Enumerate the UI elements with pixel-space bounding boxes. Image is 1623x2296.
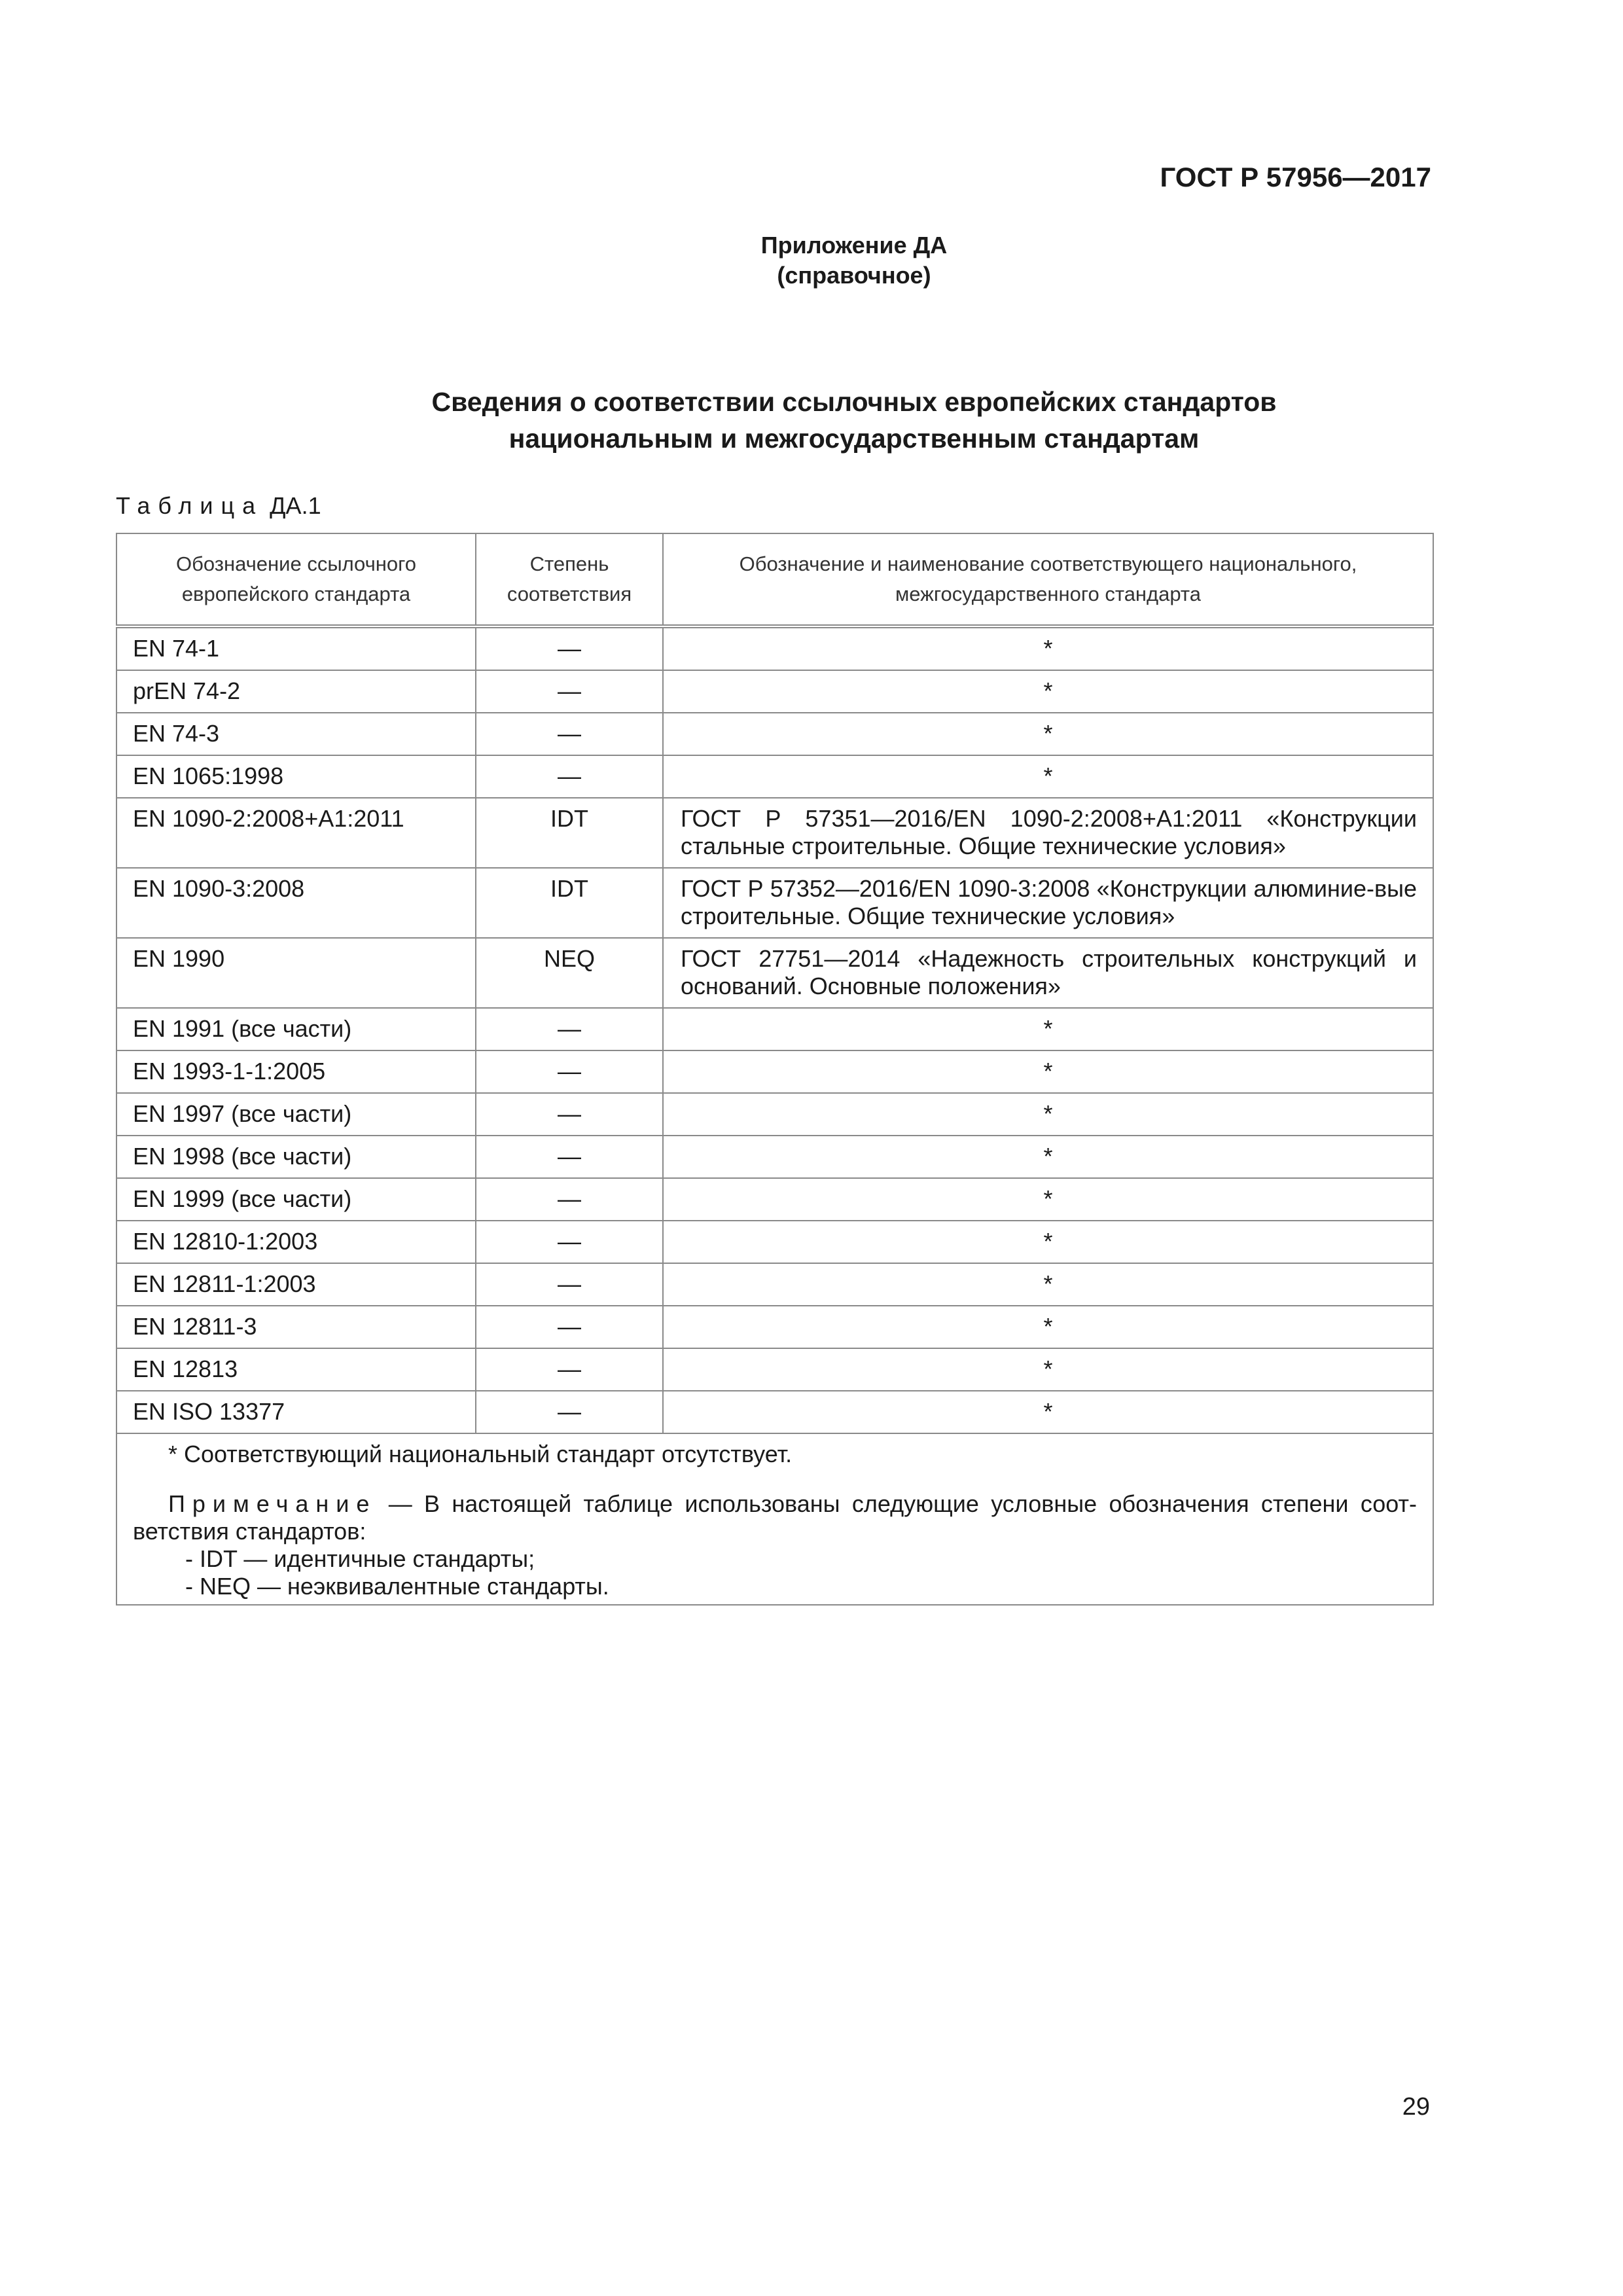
- table-row: [116, 1348, 1433, 1391]
- cell-degree: —: [476, 1008, 663, 1050]
- cell-national: *: [663, 1136, 1433, 1178]
- table-footer-row: [116, 1433, 1433, 1605]
- cell-degree: IDT: [476, 798, 663, 868]
- cell-standard: EN 1993-1-1:2005: [116, 1050, 476, 1093]
- cell-national: ГОСТ 27751—2014 «Надежность строительных конструкций и оснований. Основные положения»: [663, 938, 1433, 1008]
- cell-degree: —: [476, 755, 663, 798]
- cell-standard: EN 12810-1:2003: [116, 1221, 476, 1263]
- table-row: [116, 1093, 1433, 1136]
- correspondence-table: [116, 533, 1434, 1605]
- cell-national: *: [663, 1050, 1433, 1093]
- note-item-neq: - NEQ — неэквивалентные стандарты.: [185, 1573, 609, 1600]
- cell-degree: —: [476, 1306, 663, 1348]
- cell-standard: EN 1999 (все части): [116, 1178, 476, 1221]
- note-text: — В настоящей таблице использованы следующие условные обозначения степени соот-ветствия стандартов:: [133, 1490, 1417, 1545]
- cell-standard: EN 1065:1998: [116, 755, 476, 798]
- cell-degree: —: [476, 626, 663, 670]
- document-code: ГОСТ Р 57956—2017: [1160, 162, 1431, 192]
- section-title: [0, 384, 1623, 457]
- cell-national: *: [663, 1391, 1433, 1433]
- column-header-national: Обозначение и наименование соответствующего национального, межгосударственного стандарта: [663, 533, 1433, 626]
- table-caption-word: Таблица: [116, 492, 264, 519]
- column-header-standard: Обозначение ссылочного европейского стандарта: [116, 533, 476, 626]
- table-row: [116, 1221, 1433, 1263]
- cell-degree: —: [476, 1178, 663, 1221]
- table-row: [116, 1136, 1433, 1178]
- cell-degree: IDT: [476, 868, 663, 938]
- cell-national: *: [663, 626, 1433, 670]
- cell-standard: EN 74-3: [116, 713, 476, 755]
- cell-national: *: [663, 1306, 1433, 1348]
- cell-national: ГОСТ Р 57352—2016/EN 1090-3:2008 «Конструкции алюминие-вые строительные. Общие технические условия»: [663, 868, 1433, 938]
- table-row: [116, 1178, 1433, 1221]
- cell-standard: EN ISO 13377: [116, 1391, 476, 1433]
- cell-degree: NEQ: [476, 938, 663, 1008]
- table-row: [116, 713, 1433, 755]
- cell-national: *: [663, 1263, 1433, 1306]
- cell-standard: EN 1990: [116, 938, 476, 1008]
- column-header-degree: Степень соответствия: [476, 533, 663, 626]
- section-title-line-2: национальным и межгосударственным стандартам: [508, 423, 1200, 454]
- cell-national: *: [663, 670, 1433, 713]
- table-row: [116, 868, 1433, 938]
- cell-national: *: [663, 1008, 1433, 1050]
- cell-standard: EN 1090-2:2008+A1:2011: [116, 798, 476, 868]
- cell-national: *: [663, 713, 1433, 755]
- cell-standard: EN 1991 (все части): [116, 1008, 476, 1050]
- table-row: [116, 798, 1433, 868]
- cell-degree: —: [476, 1093, 663, 1136]
- cell-degree: —: [476, 1391, 663, 1433]
- note-label: Примечание: [168, 1490, 377, 1517]
- table-row: [116, 755, 1433, 798]
- cell-degree: —: [476, 1348, 663, 1391]
- table-row: [116, 1050, 1433, 1093]
- appendix-type: (справочное): [777, 262, 931, 289]
- table-row: [116, 938, 1433, 1008]
- footnote: * Соответствующий национальный стандарт отсутствует.: [168, 1441, 793, 1467]
- cell-standard: EN 1998 (все части): [116, 1136, 476, 1178]
- note: [133, 1490, 1417, 1545]
- section-title-line-1: Сведения о соответствии ссылочных европейских стандартов: [431, 387, 1277, 417]
- cell-degree: —: [476, 1050, 663, 1093]
- cell-degree: —: [476, 1221, 663, 1263]
- cell-degree: —: [476, 1136, 663, 1178]
- cell-national: *: [663, 1221, 1433, 1263]
- cell-degree: —: [476, 1263, 663, 1306]
- cell-standard: EN 12813: [116, 1348, 476, 1391]
- note-item-idt: - IDT — идентичные стандарты;: [185, 1545, 535, 1572]
- cell-standard: EN 1997 (все части): [116, 1093, 476, 1136]
- cell-national: *: [663, 755, 1433, 798]
- cell-standard: EN 1090-3:2008: [116, 868, 476, 938]
- cell-standard: EN 12811-1:2003: [116, 1263, 476, 1306]
- cell-standard: EN 12811-3: [116, 1306, 476, 1348]
- table-caption-number: ДА.1: [270, 492, 321, 519]
- cell-degree: —: [476, 670, 663, 713]
- table-row: [116, 1391, 1433, 1433]
- table-row: [116, 670, 1433, 713]
- cell-degree: —: [476, 713, 663, 755]
- page-number: 29: [1402, 2093, 1430, 2121]
- table-header-row: [116, 533, 1433, 626]
- cell-national: *: [663, 1178, 1433, 1221]
- cell-standard: EN 74-1: [116, 626, 476, 670]
- table-row: [116, 1263, 1433, 1306]
- cell-standard: prEN 74-2: [116, 670, 476, 713]
- appendix-heading: [0, 230, 1623, 291]
- table-row: [116, 626, 1433, 670]
- table-caption: [116, 492, 321, 520]
- table-row: [116, 1008, 1433, 1050]
- table-row: [116, 1306, 1433, 1348]
- cell-national: *: [663, 1348, 1433, 1391]
- cell-national: *: [663, 1093, 1433, 1136]
- appendix-title: Приложение ДА: [760, 232, 948, 259]
- table-footer: [116, 1433, 1433, 1605]
- cell-national: ГОСТ Р 57351—2016/EN 1090-2:2008+A1:2011 «Конструкции стальные строительные. Общие технические условия»: [663, 798, 1433, 868]
